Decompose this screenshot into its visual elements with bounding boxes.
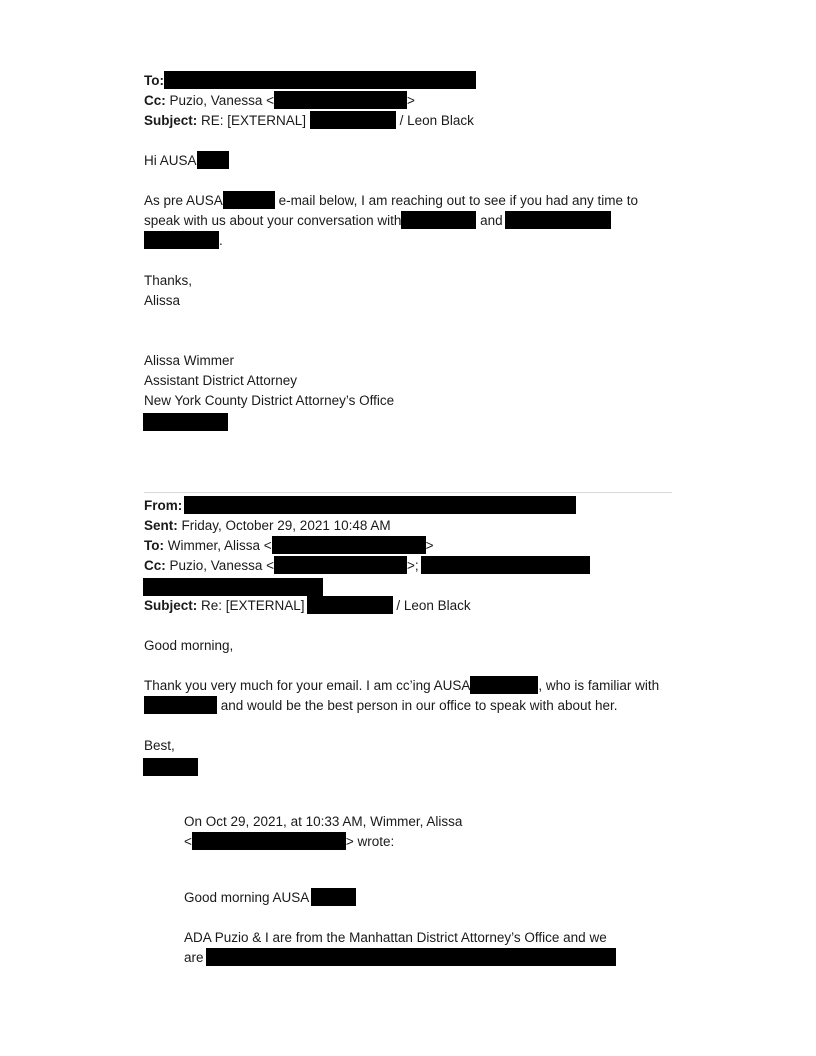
redaction xyxy=(143,758,198,776)
cc-close: >; xyxy=(406,558,419,573)
greeting-text: Hi AUSA xyxy=(144,153,197,168)
redaction xyxy=(206,948,616,966)
cc-line xyxy=(144,556,590,576)
body-text: . xyxy=(219,233,223,248)
quoted-body-line xyxy=(184,948,616,968)
redaction xyxy=(184,496,576,514)
sent-value: Friday, October 29, 2021 10:48 AM xyxy=(181,518,391,533)
body-line xyxy=(144,211,611,231)
quoted-body: ADA Puzio & I are from the Manhattan District Attorney’s Office and we xyxy=(184,930,607,945)
to-line xyxy=(144,71,476,91)
body-text: e-mail below, I am reaching out to see if you had any time to xyxy=(278,193,639,208)
body-text: and xyxy=(480,213,503,228)
quoted-header: On Oct 29, 2021, at 10:33 AM, Wimmer, Alissa xyxy=(184,814,463,829)
to-label: To: xyxy=(144,538,164,553)
cc-label: Cc: xyxy=(144,93,166,108)
email-separator xyxy=(144,492,672,493)
body-line xyxy=(144,231,223,251)
cc-value: Puzio, Vanessa < xyxy=(169,558,274,573)
subject-prefix: RE: [EXTERNAL] xyxy=(201,113,307,128)
redaction xyxy=(144,231,219,249)
body-text: are xyxy=(184,950,204,965)
redaction xyxy=(311,888,356,906)
redaction xyxy=(401,211,476,229)
redaction xyxy=(274,556,407,574)
redaction xyxy=(223,191,275,209)
redaction xyxy=(164,71,476,89)
redaction xyxy=(274,91,407,109)
sent-label: Sent: xyxy=(144,518,178,533)
redaction xyxy=(143,578,323,596)
subject-line xyxy=(144,596,471,616)
quoted-header-text: > wrote: xyxy=(345,834,395,849)
cc-name: Puzio, Vanessa < xyxy=(169,93,274,108)
to-label: To: xyxy=(144,73,164,88)
subject-label: Subject: xyxy=(144,113,198,128)
sent-line xyxy=(144,516,391,536)
quoted-greeting xyxy=(184,888,356,908)
signature-office: New York County District Attorney’s Office xyxy=(144,393,395,408)
to-value: Wimmer, Alissa < xyxy=(167,538,272,553)
subject-suffix: / Leon Black xyxy=(396,598,471,613)
greeting: Good morning, xyxy=(144,638,234,653)
quoted-header-text: < xyxy=(184,834,192,849)
sign-name: Alissa xyxy=(144,293,181,308)
greeting xyxy=(144,151,229,171)
subject-label: Subject: xyxy=(144,598,198,613)
redaction xyxy=(144,696,217,714)
from-line xyxy=(144,496,576,516)
body-line xyxy=(144,191,638,211)
signature-title: Assistant District Attorney xyxy=(144,373,298,388)
redaction xyxy=(470,676,538,694)
to-close: > xyxy=(425,538,434,553)
body-text: Thank you very much for your email. I am cc’ing AUSA xyxy=(144,678,471,693)
sign-thanks: Thanks, xyxy=(144,273,193,288)
body-text: , who is familiar with xyxy=(538,678,660,693)
redaction xyxy=(192,832,346,850)
cc-line xyxy=(144,91,415,111)
subject-line xyxy=(144,111,474,131)
subject-prefix: Re: [EXTERNAL] xyxy=(201,598,305,613)
redaction xyxy=(307,596,393,614)
body-text: speak with us about your conversation with xyxy=(144,213,402,228)
quoted-header-line xyxy=(184,832,394,852)
redaction xyxy=(197,151,229,169)
cc-close: > xyxy=(406,93,415,108)
redaction xyxy=(310,111,396,129)
body-text: and would be the best person in our office to speak with about her. xyxy=(220,698,618,713)
redaction xyxy=(421,556,590,574)
signature-name: Alissa Wimmer xyxy=(144,353,234,368)
to-line xyxy=(144,536,434,556)
greeting-text: Good morning AUSA xyxy=(184,890,310,905)
body-line xyxy=(144,696,618,716)
redaction xyxy=(143,413,228,431)
from-label: From: xyxy=(144,498,183,513)
subject-suffix: / Leon Black xyxy=(399,113,474,128)
redaction xyxy=(272,536,426,554)
redaction xyxy=(505,211,611,229)
cc-label: Cc: xyxy=(144,558,166,573)
body-text: As pre AUSA xyxy=(144,193,223,208)
body-line xyxy=(144,676,659,696)
closing: Best, xyxy=(144,738,175,753)
